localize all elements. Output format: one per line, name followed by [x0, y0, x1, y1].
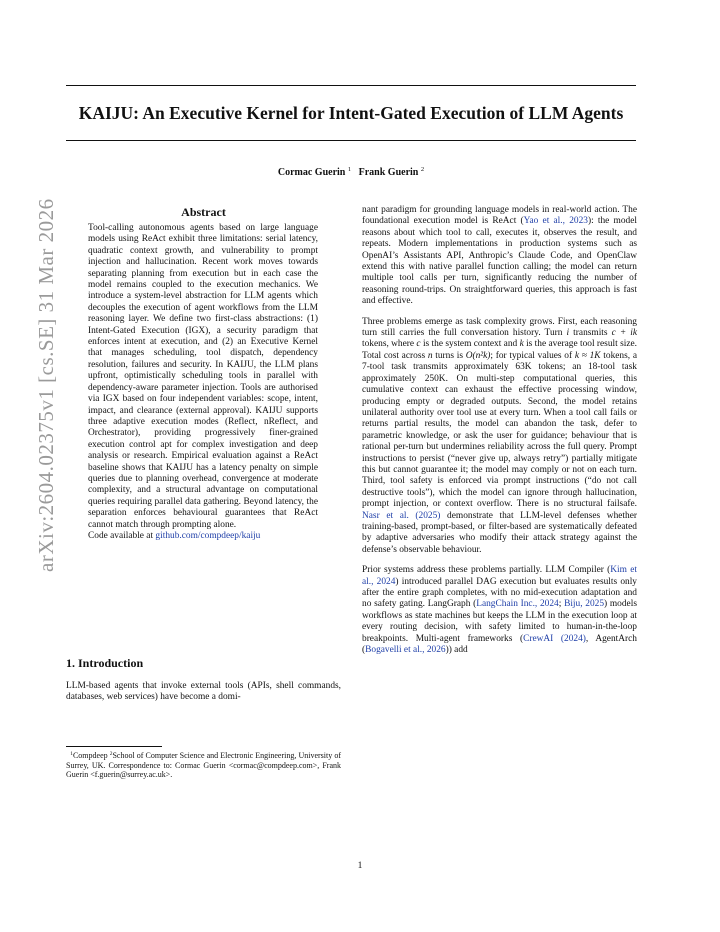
code-prefix: Code available at: [88, 530, 156, 541]
text-run: Three problems emerge as task complexity grows. First, each reasoning turn still carries the full conversation history. Turn: [362, 316, 637, 339]
math-var: n: [427, 350, 433, 361]
intro-paragraph: [66, 681, 341, 704]
citation-link[interactable]: LangChain Inc., 2024: [476, 599, 559, 610]
author-name: Frank Guerin: [358, 167, 419, 178]
citation-link[interactable]: Bogavelli et al., 2026: [365, 645, 446, 656]
author-affiliation-mark: 1: [347, 166, 352, 173]
affiliation-footnote: [66, 750, 341, 780]
page-number: 1: [357, 861, 363, 871]
footnote-text: School of Computer Science and Electronic Engineering, University of Surrey, UK. Correspondence to: Cormac Guerin <cormac@compdeep.com>, Frank Guerin <f.guerin@surrey.ac.uk>.: [66, 751, 341, 780]
code-availability: [88, 531, 318, 542]
text-run: turns is: [432, 350, 466, 361]
section-heading-introduction: 1. Introduction: [66, 656, 144, 670]
text-run: tokens, where: [362, 339, 417, 350]
abstract-body: [88, 223, 318, 542]
abstract-heading: Abstract: [181, 205, 226, 219]
paper-title: KAIJU: An Executive Kernel for Intent-Gated Execution of LLM Agents: [78, 103, 624, 123]
paragraph: [362, 565, 637, 656]
math-var: c: [416, 339, 421, 350]
paragraph: [362, 317, 637, 557]
text-run: ) introduced parallel DAG execution but evaluates results only after the entire graph completes, with no mid-execution adaptation and no safety gating. LangGraph (: [362, 576, 637, 610]
citation-link[interactable]: Yao et al., 2023: [523, 216, 588, 227]
title-top-rule: [66, 85, 636, 86]
text-run: ) models workflows as state machines but keeps the LLM in the execution loop at every routing decision, with safety limited to human-in-the-loop breakpoints. Multi-agent frameworks (: [362, 599, 637, 644]
citation-link[interactable]: CrewAI (2024): [523, 633, 586, 644]
text-run: Prior systems address these problems partially. LLM Compiler (: [362, 565, 611, 576]
text-run: transmits: [569, 328, 612, 339]
arxiv-identifier-stamp: arXiv:2604.02375v1 [cs.SE] 31 Mar 2026: [34, 198, 58, 572]
text-run: tokens, a 7-tool task transmits approximately 63K tokens; an 18-tool task approximately 250K. On multi-step computational queries, this cumulative context can exhaust the effective processing window, producing empty or degraded outputs. Second, the model retains unilateral authority over tool use at every turn. When a tool call fails or returns partial results, the model can abandon the task, defer to parametric knowledge, or ask the user for guidance; behaviour that is rational per-turn but undermines reliability across the full query. Prompt instructions to persist (“never give up, always retry”) partially mitigate this but cannot guarantee it; the model may comply or not on each turn. Third, tool safety is enforced via prompt instructions (“do not call destructive tools”), which the model can ignore through hallucination, prompt injection, or context overflow. There is no structural failsafe.: [362, 350, 637, 510]
text-run: is the system context and: [420, 339, 520, 350]
text-run: , AgentArch (: [362, 633, 637, 656]
math-var: k: [519, 339, 524, 350]
paragraph: [362, 205, 637, 308]
code-repo-link[interactable]: github.com/compdeep/kaiju: [155, 530, 261, 541]
text-run: ; for typical values of: [490, 350, 575, 361]
author-name: Cormac Guerin: [277, 167, 346, 178]
text-run: )) add: [445, 645, 468, 656]
text-run: ;: [558, 599, 565, 610]
intro-text: LLM-based agents that invoke external tools (APIs, shell commands, databases, web services) have become a domi-: [66, 681, 341, 703]
footnote-mark: 1: [70, 751, 73, 757]
title-bottom-rule: [66, 140, 636, 141]
math-expr: O(n²k): [465, 350, 491, 361]
text-run: ): the model reasons about which tool to call, executes it, observes the result, and repeats. Modern implementations in production systems such as OpenAI’s Assistants API, Anthropic’s Claude Code, and OpenClaw extend this with native parallel function calling; the model can return multiple tool calls per turn, significantly reducing the number of reasoning round-trips. On straightforward queries, this approach is fast and effective.: [362, 216, 637, 307]
text-run: demonstrate that LLM-level defenses whether training-based, prompt-based, or filter-based are systematically defeated by adaptive adversaries who modify their attack strategy against the defense’s observable behaviour.: [362, 510, 637, 555]
text-run: is the average tool result size. Total cost across: [362, 339, 637, 361]
author-affiliation-mark: 2: [420, 166, 425, 173]
math-var: i: [566, 328, 570, 339]
text-run: nant paradigm for grounding language models in real-world action. The foundational execution model is ReAct (: [362, 205, 637, 227]
math-expr: k ≈ 1K: [574, 350, 601, 361]
footnote-org: Compdeep: [72, 751, 110, 760]
right-column: [362, 205, 637, 656]
footnote-mark: 2: [109, 751, 113, 757]
abstract-text: Tool-calling autonomous agents based on large language models using ReAct exhibit three limitations: serial latency, quadratic context growth, and vulnerability to prompt injection and hallucination. Recent work moves towards separating planning from execution but in each case the model remains coupled to the execution mechanics. We introduce a system-level abstraction for LLM agents which decouples the execution of agent workflows from the LLM reasoning layer. We define two first-class abstractions: (1) Intent-Gated Execution (IGX), a security paradigm that enforces intent at execution, and (2) an Executive Kernel that manages scheduling, tool dispatch, dependency resolution, failures and security. In KAIJU, the LLM plans upfront, optimistically scheduling tools in parallel with dependency-aware parameter injection. Tools are authorised via IGX based on four independent variables: scope, intent, impact, and clearance (external approval). KAIJU supports three adaptive execution modes (Reflect, nReflect, and Orchestrator), providing progressively finer-grained execution control apt for complex investigation and deep analysis or research. Empirical evaluation against a ReAct baseline shows that KAIJU has a latency penalty on simple queries due to planning overhead, convergence at moderate complexity, and a structural advantage on computational queries requiring parallel data gathering. Beyond latency, the separation enforces behavioural guarantees that ReAct cannot match through prompting alone.: [88, 223, 318, 530]
citation-link[interactable]: Biju, 2025: [564, 599, 605, 610]
footnote-rule: [66, 746, 162, 747]
author-list: [66, 166, 636, 178]
citation-link[interactable]: Nasr et al. (2025): [362, 510, 441, 521]
math-expr: c + ik: [611, 328, 637, 339]
citation-link[interactable]: Kim et al., 2024: [362, 565, 637, 587]
